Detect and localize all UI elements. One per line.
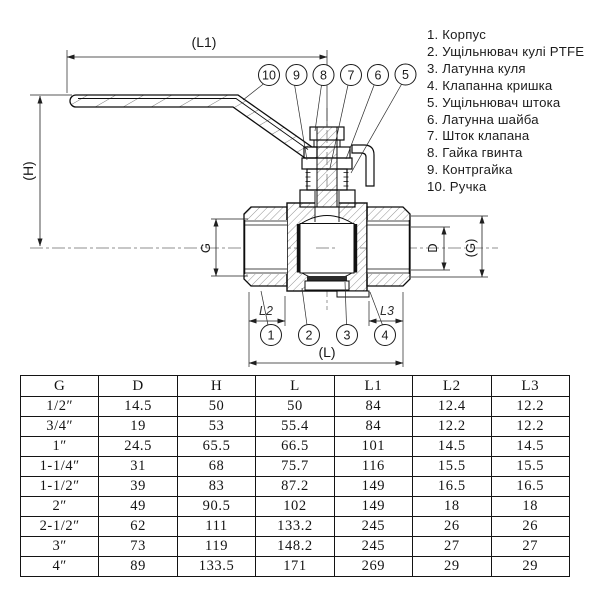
dim-label-d: D [425,243,440,253]
bottom-seal [307,276,347,281]
table-row [21,537,570,557]
table-header-cell: D [99,376,177,397]
table-cell: 29 [413,557,491,577]
table-header-cell: L [256,376,334,397]
table-cell: 149 [334,497,412,517]
parts-list-item: 10. Ручка [427,179,487,195]
table-cell: 269 [334,557,412,577]
stem-assembly [300,127,374,207]
handle [70,95,317,158]
table-header-cell: L1 [334,376,412,397]
parts-list-item: 5. Ущільнювач штока [427,94,561,110]
table-cell: 116 [334,457,412,477]
table-cell: 14.5 [413,437,491,457]
callout-1 [261,325,282,346]
callout-6 [368,65,389,86]
table-cell: 245 [334,537,412,557]
table-cell: 14.5 [491,437,569,457]
svg-text:3: 3 [343,328,351,343]
table-cell: 15.5 [413,457,491,477]
svg-text:8: 8 [320,68,327,83]
table-row [21,397,570,417]
parts-list-item: 4. Клапанна кришка [427,77,553,93]
table-cell: 29 [491,557,569,577]
table-header-cell: G [21,376,99,397]
svg-text:2: 2 [305,328,313,343]
svg-text:7: 7 [347,68,355,83]
table-cell: 50 [177,397,255,417]
table-cell: 3/4″ [21,417,99,437]
table-cell: 26 [413,517,491,537]
dim-label-l3: L3 [380,304,394,318]
parts-list-item: 6. Латунна шайба [427,111,539,127]
table-cell: 68 [177,457,255,477]
dim-label-h: (H) [20,161,36,181]
table-header-row [21,376,570,397]
table-cell: 14.5 [99,397,177,417]
parts-list-item: 2. Ущільнювач кулі PTFE [427,43,585,59]
table-cell: 119 [177,537,255,557]
table-cell: 149 [334,477,412,497]
parts-list-item: 7. Шток клапана [427,128,530,144]
parts-list-item: 9. Контргайка [427,162,513,178]
dimensions-table [20,375,570,577]
callout-10 [259,65,280,86]
dimension-g-left [198,219,248,276]
table-cell: 83 [177,477,255,497]
ball-seat-left [297,224,300,273]
table-row [21,437,570,457]
table-cell: 12.2 [413,417,491,437]
right-port [367,207,410,286]
table-cell: 3″ [21,537,99,557]
table-cell: 133.2 [256,517,334,537]
dim-label-l2: L2 [259,304,273,318]
dim-label-l: (L) [318,344,336,360]
svg-text:1: 1 [267,328,275,343]
table-cell: 65.5 [177,437,255,457]
dimension-h [20,95,72,246]
table-cell: 89 [99,557,177,577]
svg-text:6: 6 [374,68,382,83]
table-cell: 12.4 [413,397,491,417]
callout-9 [286,65,307,86]
callout-4 [375,325,396,346]
table-cell: 18 [491,497,569,517]
table-cell: 53 [177,417,255,437]
table-cell: 84 [334,417,412,437]
table-cell: 1-1/2″ [21,477,99,497]
table-cell: 31 [99,457,177,477]
table-cell: 2″ [21,497,99,517]
table-cell: 12.2 [491,397,569,417]
table-cell: 102 [256,497,334,517]
svg-text:5: 5 [402,68,409,82]
table-cell: 4″ [21,557,99,577]
callout-7 [341,65,362,86]
table-row [21,517,570,537]
table-cell: 50 [256,397,334,417]
table-cell: 24.5 [99,437,177,457]
table-row [21,557,570,577]
table-cell: 148.2 [256,537,334,557]
dim-label-g-right: (G) [463,238,478,258]
table-cell: 55.4 [256,417,334,437]
dim-label-g-left: G [198,242,213,254]
table-header-cell: L3 [491,376,569,397]
svg-text:10: 10 [262,68,276,83]
table-row [21,417,570,437]
callout-2 [299,325,320,346]
table-cell: 2-1/2″ [21,517,99,537]
table-row [21,477,570,497]
table-cell: 27 [491,537,569,557]
table-row [21,457,570,477]
table-cell: 19 [99,417,177,437]
table-cell: 171 [256,557,334,577]
parts-list-item: 8. Гайка гвинта [427,145,523,161]
table-cell: 66.5 [256,437,334,457]
callout-3 [337,325,358,346]
table-cell: 26 [491,517,569,537]
table-cell: 15.5 [491,457,569,477]
ball-seat-right [354,224,357,273]
svg-text:9: 9 [293,68,300,83]
table-row [21,497,570,517]
dimension-l3 [369,301,403,326]
table-cell: 16.5 [413,477,491,497]
dim-label-l1: (L1) [191,34,217,50]
callout-8 [313,65,334,86]
table-cell: 18 [413,497,491,517]
table-cell: 1″ [21,437,99,457]
table-cell: 245 [334,517,412,537]
callout-5 [395,64,416,85]
parts-list [427,27,599,196]
table-cell: 1-1/4″ [21,457,99,477]
valve-stem [317,127,337,207]
table-header-cell: H [177,376,255,397]
table-cell: 133.5 [177,557,255,577]
svg-text:4: 4 [381,328,389,343]
table-cell: 1/2″ [21,397,99,417]
table-cell: 12.2 [491,417,569,437]
bottom-gland [305,281,349,290]
table-cell: 27 [413,537,491,557]
dimension-d [411,227,450,270]
parts-list-item: 1. Корпус [427,27,486,42]
parts-list-item: 3. Латунна куля [427,60,526,76]
table-cell: 75.7 [256,457,334,477]
table-cell: 39 [99,477,177,497]
table-cell: 84 [334,397,412,417]
table-cell: 111 [177,517,255,537]
table-cell: 16.5 [491,477,569,497]
table-cell: 87.2 [256,477,334,497]
table-cell: 62 [99,517,177,537]
table-cell: 73 [99,537,177,557]
table-cell: 90.5 [177,497,255,517]
dimension-g-right [411,216,488,277]
left-port [244,207,287,286]
bottom-step [337,291,369,297]
table-cell: 101 [334,437,412,457]
table-header-cell: L2 [413,376,491,397]
table-cell: 49 [99,497,177,517]
